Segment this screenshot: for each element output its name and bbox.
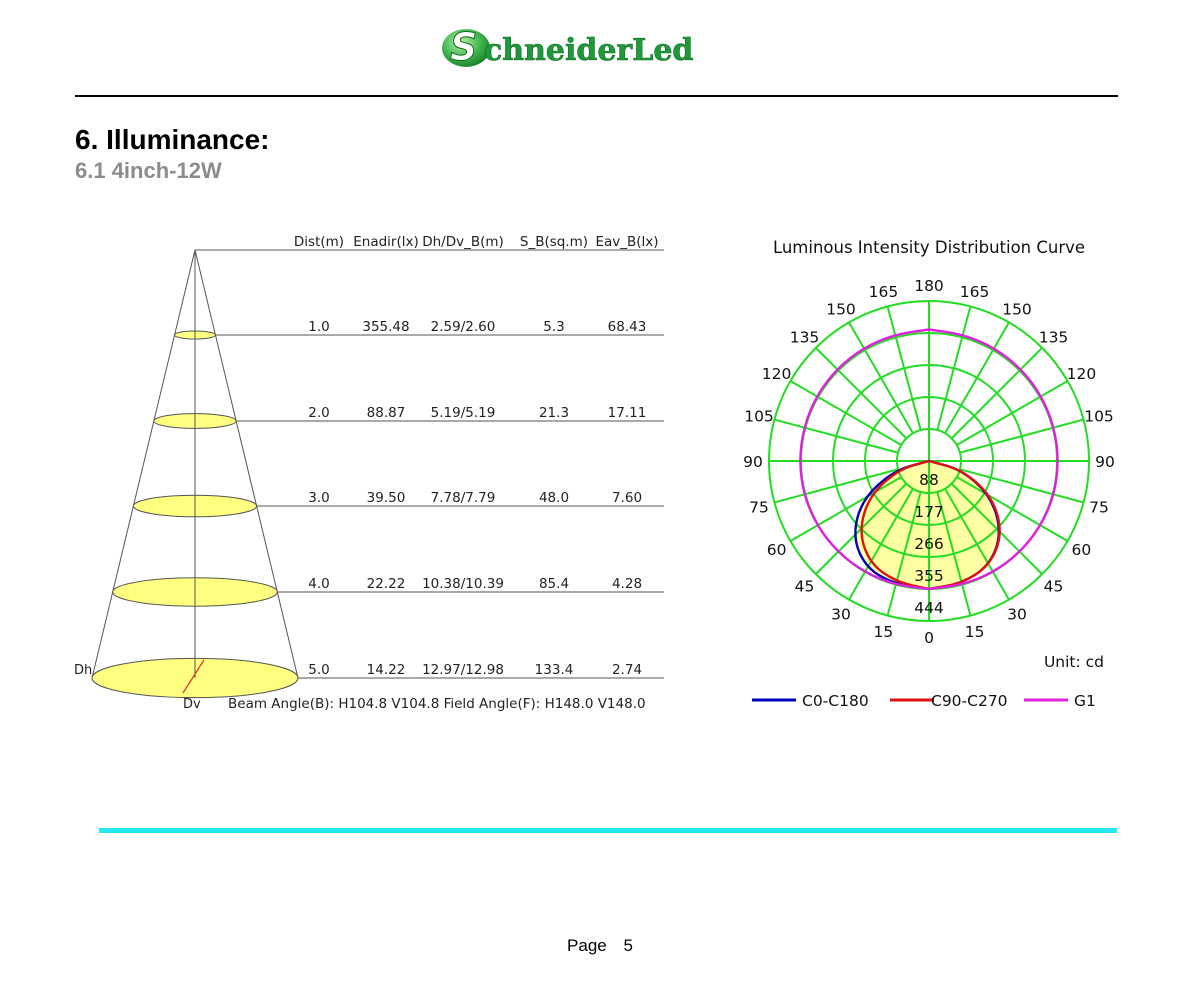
angle-label: 180 [914,277,944,295]
chart-title: Luminous Intensity Distribution Curve [772,238,1086,257]
angle-label: 150 [826,300,856,319]
illuminance-cone-diagram [70,228,670,718]
page-number: 5 [623,936,633,955]
chart-legend [752,692,1096,710]
angle-label: 105 [744,407,774,426]
grid-spoke [937,306,970,430]
footer-accent-rule [99,828,1117,833]
table-cell: 7.78/7.79 [430,490,496,506]
radial-label: 266 [914,535,944,553]
angle-label: 75 [749,498,769,517]
table-cell: 5.19/5.19 [430,405,496,421]
section-subtitle: 6.1 4inch-12W [75,158,222,183]
table-cell: 133.4 [534,662,574,678]
table-cell: 21.3 [538,405,570,421]
table-header-cell: Enadir(lx) [353,234,419,250]
table-cell: 48.0 [538,490,570,506]
radial-label: 355 [914,567,944,585]
grid-spoke [790,381,901,445]
radial-label: 444 [914,599,944,617]
table-cell: 12.97/12.98 [422,662,504,678]
logo-text: chneiderLed [484,33,694,68]
table-cell: 39.50 [366,490,406,506]
angle-label: 60 [766,541,787,559]
angle-label: 150 [1002,300,1032,319]
cone-outline [92,250,664,678]
table-cell: 4.0 [308,576,330,592]
table-cell: 22.22 [366,576,406,592]
angle-label: 120 [1066,365,1097,383]
angle-label: 135 [1038,328,1069,347]
angle-label: 15 [873,623,894,641]
table-cell: 2.59/2.60 [430,319,496,335]
table-header-cell: Dh/Dv_B(m) [422,234,504,250]
legend-label: C0-C180 [802,692,869,710]
angle-label: 105 [1084,407,1114,426]
legend-label: G1 [1074,692,1096,710]
radial-label: 177 [914,503,944,521]
unit-label: Unit: cd [1043,653,1104,671]
page-footer [0,936,1200,956]
table-cell: 2.74 [611,662,643,678]
angle-label: 90 [1095,453,1115,471]
angle-label: 45 [794,577,815,596]
angle-label: 165 [959,283,990,301]
table-cell: 17.11 [607,405,647,421]
angle-label: 135 [789,328,820,347]
table-cell: 1.0 [308,319,330,335]
angle-label: 90 [743,453,763,471]
table-cell: 3.0 [308,490,330,506]
grid-spoke [957,381,1068,445]
grid-spoke [952,348,1043,439]
table-cell: 88.87 [366,405,406,421]
radial-label: 88 [919,471,939,489]
angle-label: 120 [761,365,792,383]
legend-label: C90-C270 [931,692,1008,710]
table-cell: 10.38/10.39 [422,576,504,592]
angle-label: 60 [1071,541,1092,559]
angle-label: 30 [831,605,851,624]
dv-label: Dv [183,697,201,712]
logo-graphic [440,24,760,72]
angle-label: 30 [1007,605,1027,624]
angle-label: 165 [868,283,899,301]
table-header-cell: Eav_B(lx) [595,234,659,250]
logo-initial: S [450,25,478,69]
table-cell: 68.43 [607,319,647,335]
grid-spoke [774,420,898,453]
cone-table-body [92,250,664,698]
grid-spoke [960,420,1084,453]
table-cell: 4.28 [611,576,643,592]
table-header-cell: S_B(sq.m) [519,234,589,250]
angle-label: 75 [1089,498,1109,517]
grid-spoke [888,306,921,430]
page-label: Page [567,936,607,955]
cone-table-header [294,234,659,250]
dh-label: Dh [74,663,93,678]
table-cell: 355.48 [362,319,410,335]
section-title: 6. Illuminance: [75,124,270,155]
table-cell: 5.3 [543,319,565,335]
angle-label: 45 [1043,577,1064,596]
beam-angle-text: Beam Angle(B): H104.8 V104.8 Field Angle(F): H148.0 V148.0 [228,696,646,712]
grid-spoke [816,348,907,439]
table-cell: 14.22 [366,662,406,678]
table-cell: 7.60 [611,490,643,506]
luminous-intensity-chart [740,228,1160,728]
table-cell: 5.0 [308,662,330,678]
table-header-cell: Dist(m) [293,234,345,250]
header-rule [75,95,1118,97]
table-cell: 2.0 [308,405,330,421]
angle-label: 0 [924,629,934,647]
company-logo [0,24,1200,77]
table-cell: 85.4 [538,576,570,592]
angle-label: 15 [964,623,985,641]
